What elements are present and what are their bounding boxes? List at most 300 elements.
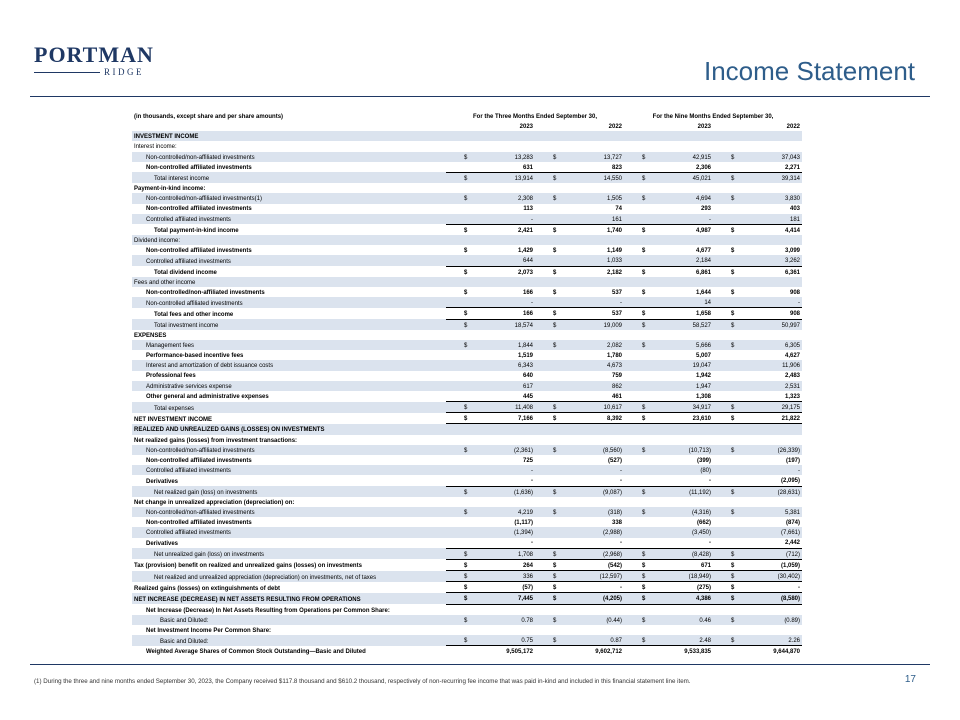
dollar-sign: $ bbox=[731, 154, 735, 161]
row-value bbox=[535, 559, 624, 570]
row-value bbox=[446, 131, 535, 141]
value-text: 537 bbox=[611, 289, 622, 296]
row-value bbox=[713, 604, 802, 615]
row-value bbox=[713, 455, 802, 465]
value-text: 29,175 bbox=[781, 405, 800, 412]
income-statement-table bbox=[132, 110, 802, 657]
row-value bbox=[624, 308, 713, 319]
row-value bbox=[713, 224, 802, 235]
dollar-sign: $ bbox=[553, 447, 557, 454]
row-value bbox=[624, 475, 713, 486]
value-text: 1,740 bbox=[606, 227, 622, 234]
row-value bbox=[624, 172, 713, 183]
dollar-sign: $ bbox=[731, 574, 735, 581]
row-value bbox=[535, 224, 624, 235]
value-text: (2,095) bbox=[780, 478, 800, 485]
row-value bbox=[713, 172, 802, 183]
value-text: (1,636) bbox=[513, 489, 533, 496]
value-text: (9,087) bbox=[602, 489, 622, 496]
dollar-sign: $ bbox=[642, 489, 646, 496]
table-row bbox=[132, 402, 802, 413]
value-text: 759 bbox=[611, 373, 622, 380]
row-value bbox=[535, 141, 624, 151]
row-value bbox=[446, 255, 535, 266]
row-value bbox=[713, 162, 802, 173]
row-value bbox=[535, 266, 624, 277]
dollar-sign: $ bbox=[642, 509, 646, 516]
table-row bbox=[132, 593, 802, 604]
row-value bbox=[446, 517, 535, 527]
value-text: (7,661) bbox=[780, 530, 800, 537]
row-value bbox=[624, 615, 713, 625]
dollar-sign: $ bbox=[642, 617, 646, 624]
row-value bbox=[713, 330, 802, 340]
value-text: 1,644 bbox=[695, 289, 711, 296]
row-label: NET INCREASE (DECREASE) IN NET ASSETS RESULTING FROM OPERATIONS bbox=[132, 593, 446, 604]
dollar-sign: $ bbox=[642, 585, 646, 592]
row-label: Controlled affiliated investments bbox=[132, 214, 446, 225]
row-label: Net unrealized gain (loss) on investments bbox=[132, 548, 446, 559]
value-text: 1,323 bbox=[784, 393, 800, 400]
row-value bbox=[446, 183, 535, 193]
value-text: 39,314 bbox=[781, 175, 800, 182]
dollar-sign: $ bbox=[731, 416, 735, 423]
row-value bbox=[713, 350, 802, 360]
row-value bbox=[624, 604, 713, 615]
dollar-sign: $ bbox=[553, 227, 557, 234]
table-row bbox=[132, 625, 802, 635]
row-value bbox=[624, 465, 713, 475]
table-row bbox=[132, 486, 802, 497]
dollar-sign: $ bbox=[553, 596, 557, 603]
table-row bbox=[132, 455, 802, 465]
table-row bbox=[132, 391, 802, 402]
value-text: 13,727 bbox=[603, 154, 622, 161]
value-text: 3,830 bbox=[784, 196, 800, 203]
table-row bbox=[132, 330, 802, 340]
row-label: Realized gains (losses) on extinguishments of debt bbox=[134, 585, 281, 592]
row-value bbox=[713, 266, 802, 277]
dollar-sign: $ bbox=[731, 322, 735, 329]
value-text: - bbox=[709, 216, 711, 223]
row-value bbox=[624, 277, 713, 287]
value-text: - bbox=[798, 300, 800, 307]
row-value bbox=[446, 445, 535, 455]
year-header: 2023 bbox=[446, 121, 535, 131]
value-text: - bbox=[531, 216, 533, 223]
row-value bbox=[535, 340, 624, 350]
table-row bbox=[132, 235, 802, 245]
row-value bbox=[535, 214, 624, 225]
footnote: (1) During the three and nine months ended September 30, 2023, the Company received $117.8 thousand and $610.2 thousand, respectively of non-recurring fee income that was paid in-kind and included in this financial statement line item. bbox=[34, 678, 691, 685]
row-value bbox=[624, 204, 713, 214]
dollar-sign: $ bbox=[464, 248, 468, 255]
row-value bbox=[713, 131, 802, 141]
value-text: (11,192) bbox=[689, 489, 711, 496]
row-label: Non-controlled affiliated investments bbox=[132, 297, 446, 308]
row-value bbox=[713, 497, 802, 507]
row-value bbox=[713, 287, 802, 297]
row-label: Controlled affiliated investments bbox=[132, 527, 446, 537]
row-label: Interest and amortization of debt issuance costs bbox=[132, 360, 446, 370]
table-row bbox=[132, 224, 802, 235]
dollar-sign: $ bbox=[731, 311, 735, 318]
row-value bbox=[535, 297, 624, 308]
row-label: Derivatives bbox=[146, 478, 179, 485]
value-text: 11,408 bbox=[515, 405, 533, 412]
row-value bbox=[446, 340, 535, 350]
value-text: 908 bbox=[789, 289, 800, 296]
row-value bbox=[446, 193, 535, 203]
row-label: Basic and Diluted: bbox=[132, 615, 446, 625]
row-value bbox=[535, 582, 624, 593]
value-text: 338 bbox=[611, 520, 622, 527]
row-value bbox=[624, 402, 713, 413]
dollar-sign: $ bbox=[731, 405, 735, 412]
table-row bbox=[132, 308, 802, 319]
row-value bbox=[446, 402, 535, 413]
row-value bbox=[624, 371, 713, 381]
row-value bbox=[535, 465, 624, 475]
value-text: - bbox=[620, 585, 622, 592]
value-text: (2,988) bbox=[602, 530, 622, 537]
dollar-sign: $ bbox=[464, 196, 468, 203]
value-text: 3,099 bbox=[784, 248, 800, 255]
row-label: Other general and administrative expenses bbox=[146, 394, 269, 401]
row-value bbox=[446, 350, 535, 360]
row-value bbox=[446, 635, 535, 646]
portman-ridge-logo bbox=[34, 42, 154, 77]
dollar-sign: $ bbox=[464, 227, 468, 234]
row-value bbox=[535, 319, 624, 330]
row-value bbox=[624, 360, 713, 370]
dollar-sign: $ bbox=[464, 638, 468, 645]
row-value bbox=[446, 424, 535, 435]
row-value bbox=[535, 475, 624, 486]
row-value bbox=[535, 593, 624, 604]
table-row bbox=[132, 465, 802, 475]
row-value bbox=[535, 204, 624, 214]
row-value bbox=[713, 235, 802, 245]
row-label: EXPENSES bbox=[134, 332, 167, 339]
value-text: 4,627 bbox=[784, 353, 800, 360]
dollar-sign: $ bbox=[464, 269, 468, 276]
row-value bbox=[535, 193, 624, 203]
row-label: Payment-in-kind income: bbox=[134, 186, 206, 193]
dollar-sign: $ bbox=[731, 596, 735, 603]
table-row bbox=[132, 424, 802, 435]
row-label: Non-controlled/non-affiliated investments bbox=[146, 289, 265, 296]
row-value bbox=[624, 486, 713, 497]
row-value bbox=[624, 152, 713, 162]
dollar-sign: $ bbox=[642, 596, 646, 603]
row-value bbox=[535, 183, 624, 193]
table-row bbox=[132, 214, 802, 225]
value-text: 336 bbox=[522, 574, 533, 581]
value-text: (527) bbox=[607, 457, 622, 464]
dollar-sign: $ bbox=[731, 551, 735, 558]
value-text: 4,673 bbox=[606, 363, 622, 370]
value-text: 2,306 bbox=[695, 164, 711, 171]
row-value bbox=[713, 424, 802, 435]
table-row bbox=[132, 255, 802, 266]
value-text: 9,533,835 bbox=[684, 649, 711, 656]
value-text: 5,666 bbox=[695, 342, 711, 349]
row-value bbox=[624, 559, 713, 570]
footer-divider bbox=[30, 664, 930, 665]
value-text: 9,602,712 bbox=[595, 649, 622, 656]
row-value bbox=[446, 235, 535, 245]
dollar-sign: $ bbox=[553, 154, 557, 161]
dollar-sign: $ bbox=[642, 289, 646, 296]
value-text: - bbox=[531, 540, 533, 547]
dollar-sign: $ bbox=[731, 638, 735, 645]
row-value bbox=[535, 507, 624, 517]
row-value bbox=[446, 559, 535, 570]
value-text: 166 bbox=[522, 289, 533, 296]
row-value bbox=[624, 330, 713, 340]
row-value bbox=[446, 465, 535, 475]
row-value bbox=[624, 571, 713, 582]
value-text: 113 bbox=[523, 206, 533, 213]
dollar-sign: $ bbox=[464, 405, 468, 412]
row-label: Weighted Average Shares of Common Stock Outstanding—Basic and Diluted bbox=[146, 649, 366, 656]
row-value bbox=[624, 255, 713, 266]
value-text: 1,505 bbox=[606, 196, 622, 203]
value-text: (8,560) bbox=[602, 447, 622, 454]
row-value bbox=[535, 245, 624, 255]
value-text: (2,968) bbox=[602, 551, 622, 558]
table-row bbox=[132, 435, 802, 445]
row-label: INVESTMENT INCOME bbox=[132, 131, 446, 141]
row-label: Controlled affiliated investments bbox=[132, 465, 446, 475]
row-value bbox=[535, 435, 624, 445]
table-row bbox=[132, 172, 802, 183]
row-value bbox=[446, 582, 535, 593]
row-value bbox=[446, 266, 535, 277]
row-value bbox=[446, 308, 535, 319]
value-text: (275) bbox=[696, 585, 711, 592]
row-label: Total expenses bbox=[132, 402, 446, 413]
dollar-sign: $ bbox=[464, 562, 468, 569]
dollar-sign: $ bbox=[642, 562, 646, 569]
value-text: (80) bbox=[700, 468, 711, 475]
value-text: 8,392 bbox=[606, 416, 622, 423]
row-label: Non-controlled affiliated investments bbox=[146, 206, 252, 213]
value-text: 4,987 bbox=[695, 227, 711, 234]
dollar-sign: $ bbox=[464, 574, 468, 581]
table-row bbox=[132, 615, 802, 625]
row-value bbox=[713, 204, 802, 214]
value-text: 5,007 bbox=[695, 353, 711, 360]
value-text: 6,861 bbox=[695, 269, 711, 276]
row-value bbox=[446, 297, 535, 308]
value-text: 3,262 bbox=[784, 258, 800, 265]
value-text: - bbox=[620, 540, 622, 547]
dollar-sign: $ bbox=[731, 489, 735, 496]
dollar-sign: $ bbox=[731, 617, 735, 624]
row-value bbox=[624, 435, 713, 445]
row-value bbox=[624, 297, 713, 308]
table-row bbox=[132, 131, 802, 141]
row-value bbox=[624, 455, 713, 465]
value-text: 2,184 bbox=[695, 258, 711, 265]
row-value bbox=[535, 635, 624, 646]
dollar-sign: $ bbox=[731, 447, 735, 454]
row-value bbox=[446, 162, 535, 173]
row-value bbox=[446, 527, 535, 537]
row-value bbox=[713, 183, 802, 193]
value-text: 1,308 bbox=[695, 393, 711, 400]
value-text: 2.26 bbox=[788, 638, 800, 645]
row-label: Professional fees bbox=[146, 373, 196, 380]
row-value bbox=[713, 402, 802, 413]
dollar-sign: $ bbox=[464, 175, 468, 182]
value-text: 264 bbox=[522, 562, 533, 569]
row-value bbox=[713, 548, 802, 559]
row-value bbox=[446, 507, 535, 517]
value-text: 2,082 bbox=[606, 342, 622, 349]
row-label: Net Investment Income Per Common Share: bbox=[146, 627, 272, 634]
table-caption: (in thousands, except share and per share amounts) bbox=[132, 110, 446, 121]
row-value bbox=[535, 131, 624, 141]
dollar-sign: $ bbox=[464, 585, 468, 592]
dollar-sign: $ bbox=[731, 248, 735, 255]
row-value bbox=[624, 287, 713, 297]
row-value bbox=[535, 255, 624, 266]
row-value bbox=[535, 235, 624, 245]
dollar-sign: $ bbox=[553, 489, 557, 496]
row-value bbox=[713, 435, 802, 445]
row-value bbox=[535, 424, 624, 435]
row-value bbox=[713, 319, 802, 330]
table-row bbox=[132, 475, 802, 486]
table-row bbox=[132, 152, 802, 162]
dollar-sign: $ bbox=[642, 405, 646, 412]
row-value bbox=[624, 635, 713, 646]
value-text: 2,483 bbox=[784, 373, 800, 380]
dollar-sign: $ bbox=[731, 509, 735, 516]
dollar-sign: $ bbox=[642, 311, 646, 318]
row-value bbox=[535, 538, 624, 549]
dollar-sign: $ bbox=[553, 405, 557, 412]
row-value bbox=[713, 193, 802, 203]
row-value bbox=[713, 371, 802, 381]
table-row bbox=[132, 497, 802, 507]
row-value bbox=[535, 308, 624, 319]
row-value bbox=[446, 455, 535, 465]
value-text: 644 bbox=[522, 258, 533, 265]
value-text: 13,914 bbox=[514, 175, 533, 182]
row-value bbox=[446, 371, 535, 381]
value-text: 11,906 bbox=[782, 363, 800, 370]
row-value bbox=[535, 517, 624, 527]
row-value bbox=[624, 582, 713, 593]
value-text: (18,949) bbox=[688, 574, 711, 581]
value-text: 293 bbox=[700, 206, 711, 213]
row-value bbox=[713, 277, 802, 287]
row-value bbox=[713, 625, 802, 635]
table-row bbox=[132, 582, 802, 593]
row-value bbox=[713, 360, 802, 370]
three-months-header: For the Three Months Ended September 30, bbox=[446, 110, 624, 121]
value-text: 45,021 bbox=[692, 175, 711, 182]
row-label: NET INVESTMENT INCOME bbox=[134, 416, 213, 423]
row-value bbox=[535, 360, 624, 370]
value-text: 1,033 bbox=[606, 258, 622, 265]
dollar-sign: $ bbox=[642, 269, 646, 276]
value-text: 1,942 bbox=[695, 373, 711, 380]
row-value bbox=[535, 615, 624, 625]
dollar-sign: $ bbox=[553, 585, 557, 592]
row-value bbox=[535, 402, 624, 413]
value-text: 4,219 bbox=[517, 509, 533, 516]
dollar-sign: $ bbox=[464, 311, 468, 318]
row-value bbox=[624, 141, 713, 151]
value-text: 14 bbox=[704, 300, 711, 307]
table-row bbox=[132, 517, 802, 527]
dollar-sign: $ bbox=[642, 447, 646, 454]
value-text: 4,414 bbox=[784, 227, 800, 234]
value-text: 19,009 bbox=[603, 322, 622, 329]
row-value bbox=[535, 287, 624, 297]
dollar-sign: $ bbox=[553, 551, 557, 558]
row-value bbox=[535, 172, 624, 183]
logo-wordmark: PORTMAN bbox=[34, 42, 154, 67]
value-text: 4,694 bbox=[695, 196, 711, 203]
row-label: Total fees and other income bbox=[154, 311, 234, 318]
table-header-row bbox=[132, 110, 802, 121]
row-value bbox=[713, 635, 802, 646]
value-text: - bbox=[709, 478, 711, 485]
row-value bbox=[446, 538, 535, 549]
value-text: 617 bbox=[522, 383, 533, 390]
table-row bbox=[132, 604, 802, 615]
dollar-sign: $ bbox=[731, 562, 735, 569]
value-text: 862 bbox=[611, 383, 622, 390]
table-row bbox=[132, 371, 802, 381]
row-value bbox=[446, 277, 535, 287]
dollar-sign: $ bbox=[642, 196, 646, 203]
dollar-sign: $ bbox=[464, 154, 468, 161]
dollar-sign: $ bbox=[553, 617, 557, 624]
value-text: 6,305 bbox=[784, 342, 800, 349]
value-text: 37,043 bbox=[781, 154, 800, 161]
dollar-sign: $ bbox=[642, 175, 646, 182]
row-label: REALIZED AND UNREALIZED GAINS (LOSSES) ON INVESTMENTS bbox=[132, 424, 446, 435]
value-text: 2,182 bbox=[606, 269, 622, 276]
row-value bbox=[446, 593, 535, 604]
row-value bbox=[446, 646, 535, 657]
value-text: (2,361) bbox=[513, 447, 533, 454]
row-label: Dividend income: bbox=[132, 235, 446, 245]
year-header-row bbox=[132, 121, 802, 131]
dollar-sign: $ bbox=[553, 196, 557, 203]
table-row bbox=[132, 538, 802, 549]
row-label: Management fees bbox=[132, 340, 446, 350]
row-value bbox=[713, 646, 802, 657]
row-value bbox=[535, 350, 624, 360]
value-text: 445 bbox=[522, 393, 533, 400]
value-text: (8,580) bbox=[780, 596, 800, 603]
row-value bbox=[624, 183, 713, 193]
table-row bbox=[132, 193, 802, 203]
row-value bbox=[624, 625, 713, 635]
row-value bbox=[624, 646, 713, 657]
row-value bbox=[713, 527, 802, 537]
value-text: 4,386 bbox=[695, 596, 711, 603]
row-value bbox=[624, 424, 713, 435]
